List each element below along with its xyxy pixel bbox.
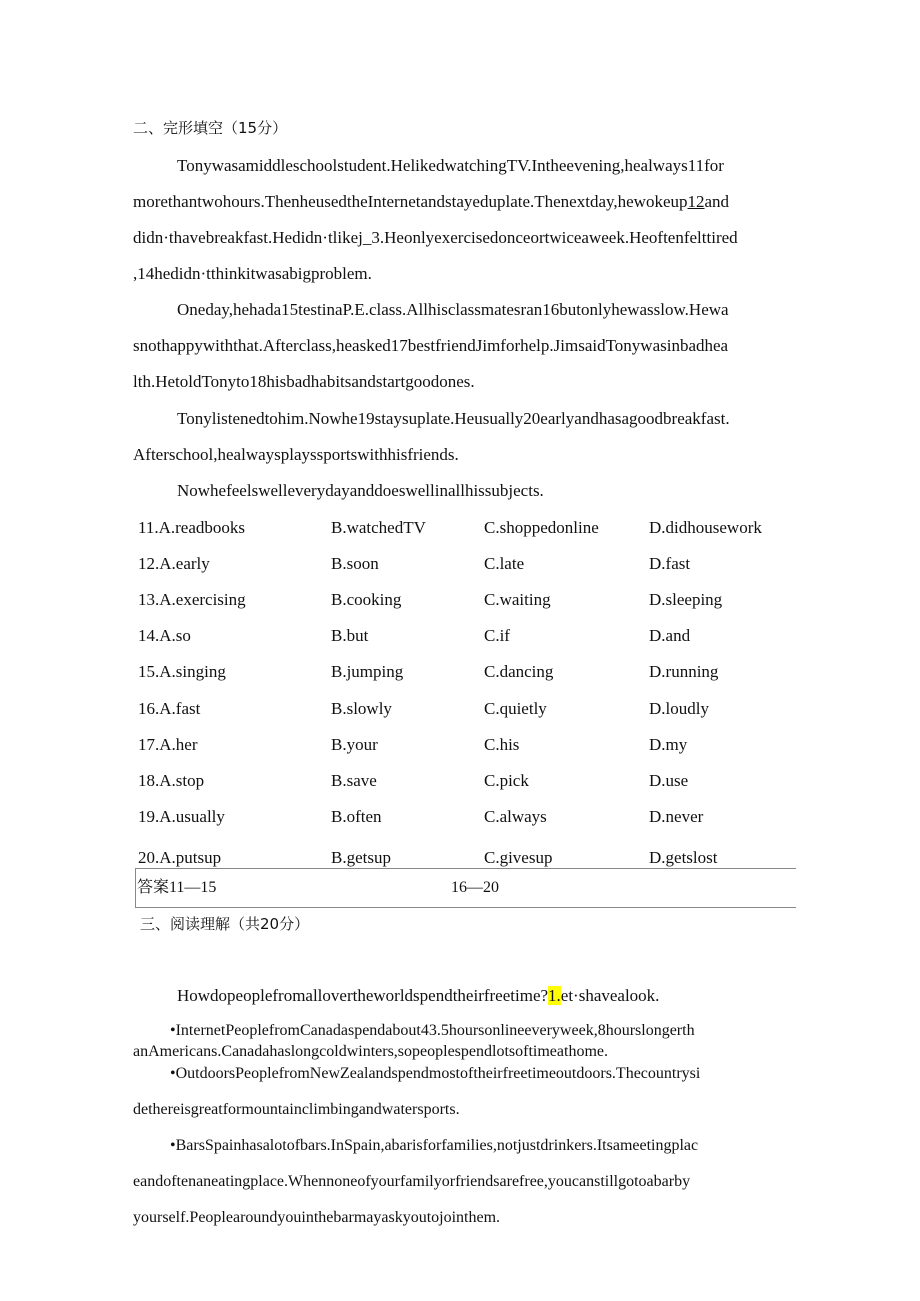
paragraph-line bbox=[133, 192, 729, 212]
option-16-a: 16.A.fast bbox=[138, 698, 201, 718]
option-17-b: B.your bbox=[331, 734, 378, 754]
paragraph-line: lth.HetoldTonyto18hisbadhabitsandstartgoodones. bbox=[133, 372, 475, 391]
reading-intro bbox=[177, 986, 659, 1006]
option-17-d: D.my bbox=[649, 734, 688, 754]
option-20-a: 20.A.putsup bbox=[138, 848, 222, 867]
option-12-b: B.soon bbox=[331, 554, 379, 574]
option-17-c: C.his bbox=[484, 734, 520, 754]
reading-line: •InternetPeoplefromCanadaspendabout43.5hoursonlineeveryweek,8hourslongerth bbox=[170, 1022, 695, 1039]
option-19-b: B.often bbox=[331, 806, 382, 826]
section-heading-cloze: 二、完形填空（15分） bbox=[133, 119, 288, 137]
option-15-a: 15.A.singing bbox=[138, 662, 226, 682]
option-17-a: 17.A.her bbox=[138, 734, 198, 754]
paragraph-line: ,14hedidn·tthinkitwasabigproblem. bbox=[133, 264, 372, 283]
option-20-d: D.getslost bbox=[649, 848, 718, 867]
text: morethantwohours.ThenheusedtheInternetandstayeduplate.Thenextday,hewokeup bbox=[133, 192, 688, 211]
text: and bbox=[704, 192, 730, 211]
option-11-c: C.shoppedonline bbox=[484, 518, 599, 537]
option-13-b: B.cooking bbox=[331, 590, 402, 610]
paragraph-line: didn·thavebreakfast.Hedidn·tlikej_3.Heonlyexercisedonceortwiceaweek.Heoftenfelttired bbox=[133, 228, 738, 247]
reading-line: •OutdoorsPeoplefromNewZealandspendmostoftheirfreetimeoutdoors.Thecountrysi bbox=[170, 1065, 701, 1082]
blank-12: 12 bbox=[687, 192, 705, 211]
paragraph-line: Tonywasamiddleschoolstudent.HelikedwatchingTV.Intheevening,healways11for bbox=[177, 156, 724, 175]
option-12-c: C.late bbox=[484, 554, 525, 574]
option-18-b: B.save bbox=[331, 770, 377, 790]
option-16-d: D.loudly bbox=[649, 698, 709, 718]
option-14-b: B.but bbox=[331, 626, 369, 646]
option-11-b: B.watchedTV bbox=[331, 518, 426, 537]
text: et·shavealook. bbox=[560, 986, 660, 1005]
option-20-c: C.givesup bbox=[484, 848, 553, 867]
reading-line: dethereisgreatformountainclimbingandwatersports. bbox=[133, 1101, 460, 1118]
option-18-c: C.pick bbox=[484, 770, 529, 790]
option-12-d: D.fast bbox=[649, 554, 691, 574]
option-11-d: D.didhousework bbox=[649, 518, 762, 537]
option-19-a: 19.A.usually bbox=[138, 806, 225, 826]
option-16-b: B.slowly bbox=[331, 698, 392, 718]
paragraph-line: Afterschool,healwaysplayssportswithhisfriends. bbox=[133, 445, 459, 464]
highlighted-text: 1. bbox=[548, 986, 561, 1005]
text: Howdopeoplefromallovertheworldspendtheirfreetime? bbox=[177, 986, 549, 1005]
paragraph-line: snothappywiththat.Afterclass,heasked17bestfriendJimforhelp.JimsaidTonywasinbadhea bbox=[133, 336, 729, 355]
reading-line: anAmericans.Canadahaslongcoldwinters,sopeoplespendlotsoftimeathome. bbox=[133, 1043, 608, 1060]
option-19-c: C.always bbox=[484, 806, 547, 826]
option-18-a: 18.A.stop bbox=[138, 770, 205, 790]
option-13-a: 13.A.exercising bbox=[138, 590, 246, 610]
option-13-d: D.sleeping bbox=[649, 590, 723, 610]
option-16-c: C.quietly bbox=[484, 698, 547, 718]
option-14-d: D.and bbox=[649, 626, 691, 646]
reading-line: •BarsSpainhasalotofbars.InSpain,abarisforfamilies,notjustdrinkers.Itsameetingplac bbox=[170, 1137, 699, 1154]
paragraph-line: Tonylistenedtohim.Nowhe19staysuplate.Heusually20earlyandhasagoodbreakfast. bbox=[177, 409, 730, 428]
answer-label: 答案11—15 bbox=[137, 879, 217, 896]
option-12-a: 12.A.early bbox=[138, 554, 210, 574]
section-heading-reading: 三、阅读理解（共20分） bbox=[140, 915, 310, 933]
option-18-d: D.use bbox=[649, 770, 689, 790]
paragraph-line: Oneday,hehada15testinaP.E.class.Allhisclassmatesran16butonlyhewasslow.Hewa bbox=[177, 300, 729, 319]
option-15-b: B.jumping bbox=[331, 662, 404, 682]
answer-label-2: 16—20 bbox=[451, 879, 499, 896]
reading-line: yourself.Peoplearoundyouinthebarmayaskyoutojointhem. bbox=[133, 1209, 501, 1226]
option-14-a: 14.A.so bbox=[138, 626, 191, 646]
option-11-a: 11.A.readbooks bbox=[138, 518, 246, 537]
paragraph-line: Nowhefeelswelleverydayanddoeswellinallhissubjects. bbox=[177, 481, 544, 500]
option-15-c: C.dancing bbox=[484, 662, 554, 682]
reading-line: eandoftenaneatingplace.Whennoneofyourfamilyorfriendsarefree,youcanstillgotoabarby bbox=[133, 1173, 691, 1190]
option-15-d: D.running bbox=[649, 662, 719, 682]
option-13-c: C.waiting bbox=[484, 590, 551, 610]
option-14-c: C.if bbox=[484, 626, 510, 646]
option-20-b: B.getsup bbox=[331, 848, 391, 867]
option-19-d: D.never bbox=[649, 806, 704, 826]
